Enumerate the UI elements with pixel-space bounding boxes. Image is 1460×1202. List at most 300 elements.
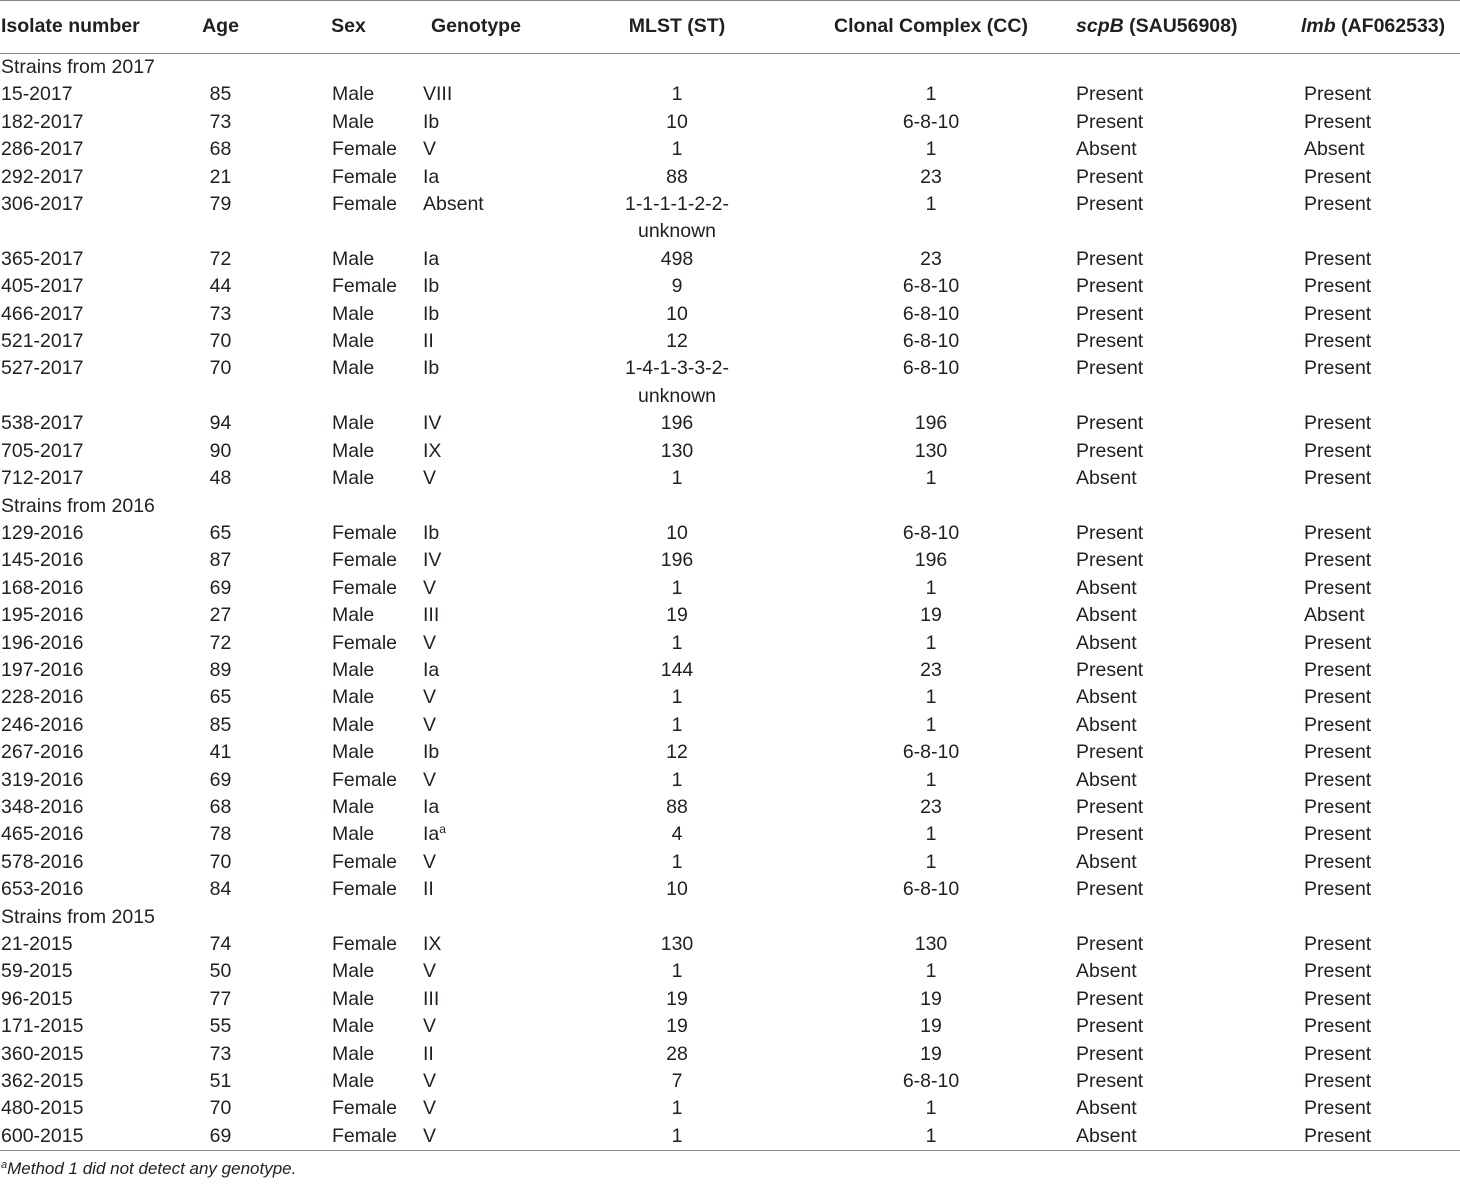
cell-text: 1: [671, 467, 683, 490]
cell-age: [166, 684, 275, 711]
cell-text: 6-8-10: [902, 1070, 960, 1093]
cell-genotype: [422, 657, 561, 684]
cell-text: 89: [209, 658, 232, 681]
cell-text: 144: [660, 658, 694, 681]
cell-text: 196: [914, 412, 948, 435]
cell-mlst: [561, 767, 793, 794]
cell-text: Present: [1304, 795, 1372, 818]
cell-isolate-number: [0, 410, 166, 437]
cell-text: 578-2016: [1, 850, 84, 873]
cell-isolate-number: [0, 246, 166, 273]
cell-text: 405-2017: [1, 275, 84, 298]
cell-text: Present: [1304, 247, 1372, 270]
cell-mlst: [561, 273, 793, 300]
cell-text: 51: [209, 1070, 232, 1093]
cell-text: 12: [666, 741, 688, 764]
cell-isolate-number: [0, 931, 166, 958]
cell-genotype: [422, 1013, 561, 1040]
cell-text: Ia: [423, 165, 440, 188]
cell-text: Present: [1076, 741, 1144, 764]
cell-scpb: [1069, 81, 1301, 108]
cell-lmb: [1301, 739, 1460, 766]
cell-text: V: [423, 467, 437, 490]
cell-text: Present: [1304, 412, 1372, 435]
table-row: [0, 438, 1460, 465]
cell-mlst: [561, 876, 793, 903]
header-scpb: [1069, 1, 1301, 54]
cell-text: Present: [1076, 795, 1144, 818]
cell-isolate-number: [0, 438, 166, 465]
cell-text: Male: [332, 110, 375, 133]
cell-text: IV: [423, 412, 442, 435]
cell-text: 196-2016: [1, 631, 84, 654]
cell-text: 653-2016: [1, 878, 84, 901]
cell-genotype: [422, 301, 561, 328]
cell-lmb: [1301, 986, 1460, 1013]
cell-mlst: [561, 1013, 793, 1040]
table-row: [0, 794, 1460, 821]
cell-scpb: [1069, 986, 1301, 1013]
table-row: [0, 876, 1460, 903]
cell-age: [166, 520, 275, 547]
cell-genotype: [422, 712, 561, 739]
cell-text: 1: [925, 960, 937, 983]
cell-scpb: [1069, 876, 1301, 903]
cell-text: 1: [671, 1124, 683, 1147]
cell-genotype: [422, 1041, 561, 1068]
cell-text: V: [423, 850, 437, 873]
cell-text: Present: [1076, 357, 1144, 380]
cell-text: Present: [1304, 850, 1372, 873]
cell-lmb: [1301, 465, 1460, 492]
cell-scpb: [1069, 301, 1301, 328]
cell-text: 1: [925, 467, 937, 490]
cell-clonal-complex: [793, 1013, 1069, 1040]
cell-sex: [275, 164, 422, 191]
cell-text: 6-8-10: [902, 110, 960, 133]
cell-isolate-number: [0, 602, 166, 629]
cell-text: 1: [671, 83, 683, 106]
cell-scpb: [1069, 328, 1301, 355]
cell-sex: [275, 876, 422, 903]
cell-sex: [275, 739, 422, 766]
cell-lmb: [1301, 438, 1460, 465]
footnote-marker: a: [439, 822, 446, 837]
cell-isolate-number: [0, 630, 166, 657]
cell-text: Female: [332, 850, 398, 873]
cell-isolate-number: [0, 958, 166, 985]
table-row: [0, 657, 1460, 684]
cell-isolate-number: [0, 1095, 166, 1122]
cell-text: 6-8-10: [902, 521, 960, 544]
cell-age: [166, 410, 275, 437]
cell-text: V: [423, 1124, 437, 1147]
cell-text: Absent: [1076, 850, 1137, 873]
cell-text: Ib: [423, 275, 440, 298]
cell-sex: [275, 575, 422, 602]
cell-text: 70: [209, 330, 232, 353]
cell-text: 168-2016: [1, 576, 84, 599]
cell-mlst: [561, 657, 793, 684]
cell-sex: [275, 410, 422, 437]
cell-lmb: [1301, 410, 1460, 437]
cell-clonal-complex: [793, 328, 1069, 355]
cell-text: 23: [920, 247, 942, 270]
cell-scpb: [1069, 575, 1301, 602]
cell-text: Absent: [1304, 604, 1365, 627]
cell-text: Absent: [1076, 686, 1137, 709]
cell-age: [166, 81, 275, 108]
cell-genotype: [422, 520, 561, 547]
cell-genotype: [422, 109, 561, 136]
cell-clonal-complex: [793, 575, 1069, 602]
cell-text: Female: [332, 549, 398, 572]
cell-lmb: [1301, 602, 1460, 629]
cell-text: IX: [423, 933, 442, 955]
cell-genotype: [422, 986, 561, 1013]
cell-text: 1: [925, 631, 937, 654]
cell-lmb: [1301, 657, 1460, 684]
cell-text: 130: [660, 933, 694, 955]
cell-text: 68: [209, 138, 232, 161]
cell-sex: [275, 630, 422, 657]
cell-text: Absent: [1076, 138, 1137, 161]
cell-scpb: [1069, 684, 1301, 711]
cell-text: 74: [209, 933, 232, 955]
cell-isolate-number: [0, 465, 166, 492]
cell-lmb: [1301, 301, 1460, 328]
cell-age: [166, 438, 275, 465]
cell-text: IV: [423, 549, 442, 572]
cell-text: Absent: [1076, 576, 1137, 599]
cell-text: Present: [1304, 165, 1372, 188]
cell-text: 88: [666, 165, 688, 188]
table-row: [0, 630, 1460, 657]
cell-text: Male: [332, 330, 375, 353]
cell-scpb: [1069, 1013, 1301, 1040]
cell-scpb: [1069, 739, 1301, 766]
table-row: [0, 602, 1460, 629]
cell-text: 6-8-10: [902, 741, 960, 764]
cell-age: [166, 273, 275, 300]
cell-text: 182-2017: [1, 110, 84, 133]
cell-lmb: [1301, 931, 1460, 958]
cell-text: 12: [666, 330, 688, 353]
cell-text: 1: [925, 576, 937, 599]
cell-mlst: [561, 355, 793, 410]
section-title: Strains from 2015: [1, 905, 155, 928]
cell-text: 65: [209, 686, 232, 709]
cell-isolate-number: [0, 191, 166, 246]
cell-text: 78: [209, 823, 232, 846]
cell-clonal-complex: [793, 794, 1069, 821]
cell-text: Present: [1304, 357, 1372, 380]
cell-text: 70: [209, 850, 232, 873]
cell-text: Present: [1076, 878, 1144, 901]
cell-lmb: [1301, 136, 1460, 163]
cell-sex: [275, 191, 422, 246]
section-row: [0, 904, 1460, 931]
cell-text: 196: [660, 412, 694, 435]
cell-sex: [275, 849, 422, 876]
cell-text: 1: [925, 138, 937, 161]
cell-text: Absent: [1076, 960, 1137, 983]
cell-scpb: [1069, 136, 1301, 163]
table-row: [0, 109, 1460, 136]
cell-age: [166, 191, 275, 246]
cell-age: [166, 794, 275, 821]
cell-text: 73: [209, 1042, 232, 1065]
cell-lmb: [1301, 191, 1460, 246]
cell-text-line-2: unknown: [637, 384, 717, 407]
cell-text: 10: [666, 878, 688, 901]
cell-lmb: [1301, 876, 1460, 903]
cell-text: 196: [660, 549, 694, 572]
cell-lmb: [1301, 1095, 1460, 1122]
cell-text: Present: [1076, 412, 1144, 435]
cell-isolate-number: [0, 986, 166, 1013]
header-mlst: MLST (ST): [628, 15, 726, 38]
cell-clonal-complex: [793, 712, 1069, 739]
cell-scpb: [1069, 657, 1301, 684]
cell-text: 145-2016: [1, 549, 84, 572]
cell-lmb: [1301, 794, 1460, 821]
cell-text: 6-8-10: [902, 275, 960, 298]
cell-scpb: [1069, 821, 1301, 848]
cell-text: Present: [1076, 933, 1144, 955]
table-row: [0, 164, 1460, 191]
cell-text: Male: [332, 987, 375, 1010]
cell-text: 292-2017: [1, 165, 84, 188]
cell-text: Absent: [1076, 1124, 1137, 1147]
cell-text: Present: [1304, 330, 1372, 353]
cell-sex: [275, 1068, 422, 1095]
header-scpb-gene: scpB: [1076, 15, 1124, 38]
cell-text: 1: [671, 768, 683, 791]
header-genotype: Genotype: [431, 15, 521, 38]
cell-genotype: [422, 410, 561, 437]
cell-age: [166, 821, 275, 848]
cell-lmb: [1301, 684, 1460, 711]
table-row: [0, 739, 1460, 766]
cell-text: Present: [1076, 439, 1144, 462]
table-row: [0, 1123, 1460, 1151]
cell-age: [166, 1095, 275, 1122]
cell-age: [166, 328, 275, 355]
cell-genotype: [422, 438, 561, 465]
cell-lmb: [1301, 849, 1460, 876]
cell-sex: [275, 1095, 422, 1122]
cell-text: 1: [925, 1097, 937, 1120]
cell-mlst: [561, 410, 793, 437]
cell-text: Ia: [423, 795, 440, 818]
cell-text: Present: [1304, 302, 1372, 325]
cell-text: Absent: [1076, 713, 1137, 736]
cell-text: 1: [925, 193, 937, 216]
table-row: [0, 1041, 1460, 1068]
cell-genotype: [422, 547, 561, 574]
cell-text: 69: [209, 1124, 232, 1147]
cell-genotype: [422, 1068, 561, 1095]
cell-text: Ib: [423, 110, 440, 133]
cell-text: 79: [209, 193, 232, 216]
cell-clonal-complex: [793, 465, 1069, 492]
cell-text: V: [423, 713, 437, 736]
cell-text: 1: [925, 850, 937, 873]
cell-text: Absent: [1076, 604, 1137, 627]
cell-clonal-complex: [793, 1123, 1069, 1151]
cell-lmb: [1301, 1013, 1460, 1040]
table-row: [0, 136, 1460, 163]
cell-age: [166, 1041, 275, 1068]
cell-genotype: [422, 602, 561, 629]
cell-text: Present: [1076, 275, 1144, 298]
cell-scpb: [1069, 109, 1301, 136]
cell-isolate-number: [0, 849, 166, 876]
cell-scpb: [1069, 191, 1301, 246]
cell-mlst: [561, 712, 793, 739]
footnote-marker: a: [1, 1159, 8, 1172]
cell-mlst: [561, 164, 793, 191]
cell-text: Female: [332, 138, 398, 161]
cell-text: 9: [671, 275, 683, 298]
cell-mlst: [561, 794, 793, 821]
cell-genotype: [422, 821, 561, 848]
cell-text: 228-2016: [1, 686, 84, 709]
cell-scpb: [1069, 520, 1301, 547]
cell-lmb: [1301, 712, 1460, 739]
cell-text: Male: [332, 1070, 375, 1093]
cell-scpb: [1069, 712, 1301, 739]
cell-clonal-complex: [793, 136, 1069, 163]
cell-text: 306-2017: [1, 193, 84, 216]
cell-isolate-number: [0, 109, 166, 136]
cell-genotype: [422, 630, 561, 657]
cell-scpb: [1069, 767, 1301, 794]
table-row: [0, 301, 1460, 328]
section-row: [0, 493, 1460, 520]
cell-text: Ib: [423, 521, 440, 544]
cell-text: Absent: [1076, 1097, 1137, 1120]
cell-mlst: [561, 931, 793, 958]
cell-age: [166, 739, 275, 766]
cell-text: 129-2016: [1, 521, 84, 544]
cell-scpb: [1069, 547, 1301, 574]
cell-text: Present: [1304, 576, 1372, 599]
table-row: [0, 986, 1460, 1013]
cell-clonal-complex: [793, 739, 1069, 766]
cell-text: 319-2016: [1, 768, 84, 791]
cell-clonal-complex: [793, 849, 1069, 876]
cell-text: Female: [332, 576, 398, 599]
cell-mlst: [561, 191, 793, 246]
cell-scpb: [1069, 246, 1301, 273]
cell-text: 72: [209, 247, 232, 270]
cell-mlst: [561, 328, 793, 355]
cell-text: 72: [209, 631, 232, 654]
cell-sex: [275, 602, 422, 629]
cell-genotype: [422, 931, 561, 958]
cell-text: Female: [332, 768, 398, 791]
cell-text: 712-2017: [1, 467, 84, 490]
cell-text: 44: [209, 275, 232, 298]
header-lmb: [1301, 1, 1460, 54]
cell-text: II: [423, 1042, 434, 1065]
cell-text: 85: [209, 713, 232, 736]
cell-text: [625, 193, 729, 242]
cell-text: Ib: [423, 741, 440, 764]
section-title: Strains from 2017: [1, 56, 155, 78]
cell-isolate-number: [0, 301, 166, 328]
cell-text: V: [423, 1070, 437, 1093]
cell-mlst: [561, 849, 793, 876]
cell-sex: [275, 767, 422, 794]
cell-age: [166, 657, 275, 684]
cell-text: 23: [920, 165, 942, 188]
cell-text: 1: [671, 576, 683, 599]
cell-lmb: [1301, 630, 1460, 657]
cell-text: Present: [1304, 631, 1372, 654]
cell-text-line-2: unknown: [637, 220, 717, 243]
header-age: Age: [202, 15, 239, 38]
cell-isolate-number: [0, 1013, 166, 1040]
cell-text: V: [423, 1015, 437, 1038]
cell-text: 466-2017: [1, 302, 84, 325]
cell-clonal-complex: [793, 821, 1069, 848]
cell-text: 90: [209, 439, 232, 462]
table-row: [0, 81, 1460, 108]
cell-isolate-number: [0, 876, 166, 903]
cell-text: Male: [332, 960, 375, 983]
cell-isolate-number: [0, 712, 166, 739]
cell-clonal-complex: [793, 931, 1069, 958]
header-sex: Sex: [331, 15, 366, 38]
cell-text: Male: [332, 604, 375, 627]
cell-mlst: [561, 246, 793, 273]
cell-text: 84: [209, 878, 232, 901]
cell-text: V: [423, 768, 437, 791]
cell-age: [166, 931, 275, 958]
table-row: [0, 684, 1460, 711]
cell-lmb: [1301, 767, 1460, 794]
cell-text: Present: [1076, 302, 1144, 325]
cell-text: 197-2016: [1, 658, 84, 681]
header-lmb-gene: lmb: [1301, 15, 1336, 38]
cell-sex: [275, 712, 422, 739]
cell-text: 527-2017: [1, 357, 84, 380]
table-row: [0, 520, 1460, 547]
cell-clonal-complex: [793, 602, 1069, 629]
cell-clonal-complex: [793, 1095, 1069, 1122]
cell-text: 1: [671, 713, 683, 736]
cell-genotype: [422, 355, 561, 410]
cell-text: 19: [920, 604, 942, 627]
table-row: [0, 410, 1460, 437]
cell-text: 4: [671, 823, 683, 846]
cell-text: 10: [666, 110, 688, 133]
cell-text: 73: [209, 302, 232, 325]
cell-scpb: [1069, 273, 1301, 300]
cell-text: Female: [332, 631, 398, 654]
cell-text: Present: [1304, 1124, 1372, 1147]
cell-genotype: [422, 849, 561, 876]
table-row: [0, 328, 1460, 355]
cell-text: Ib: [423, 302, 440, 325]
cell-text: Present: [1304, 713, 1372, 736]
cell-text: V: [423, 1097, 437, 1120]
cell-text: Present: [1076, 110, 1144, 133]
cell-text: 1: [925, 1124, 937, 1147]
